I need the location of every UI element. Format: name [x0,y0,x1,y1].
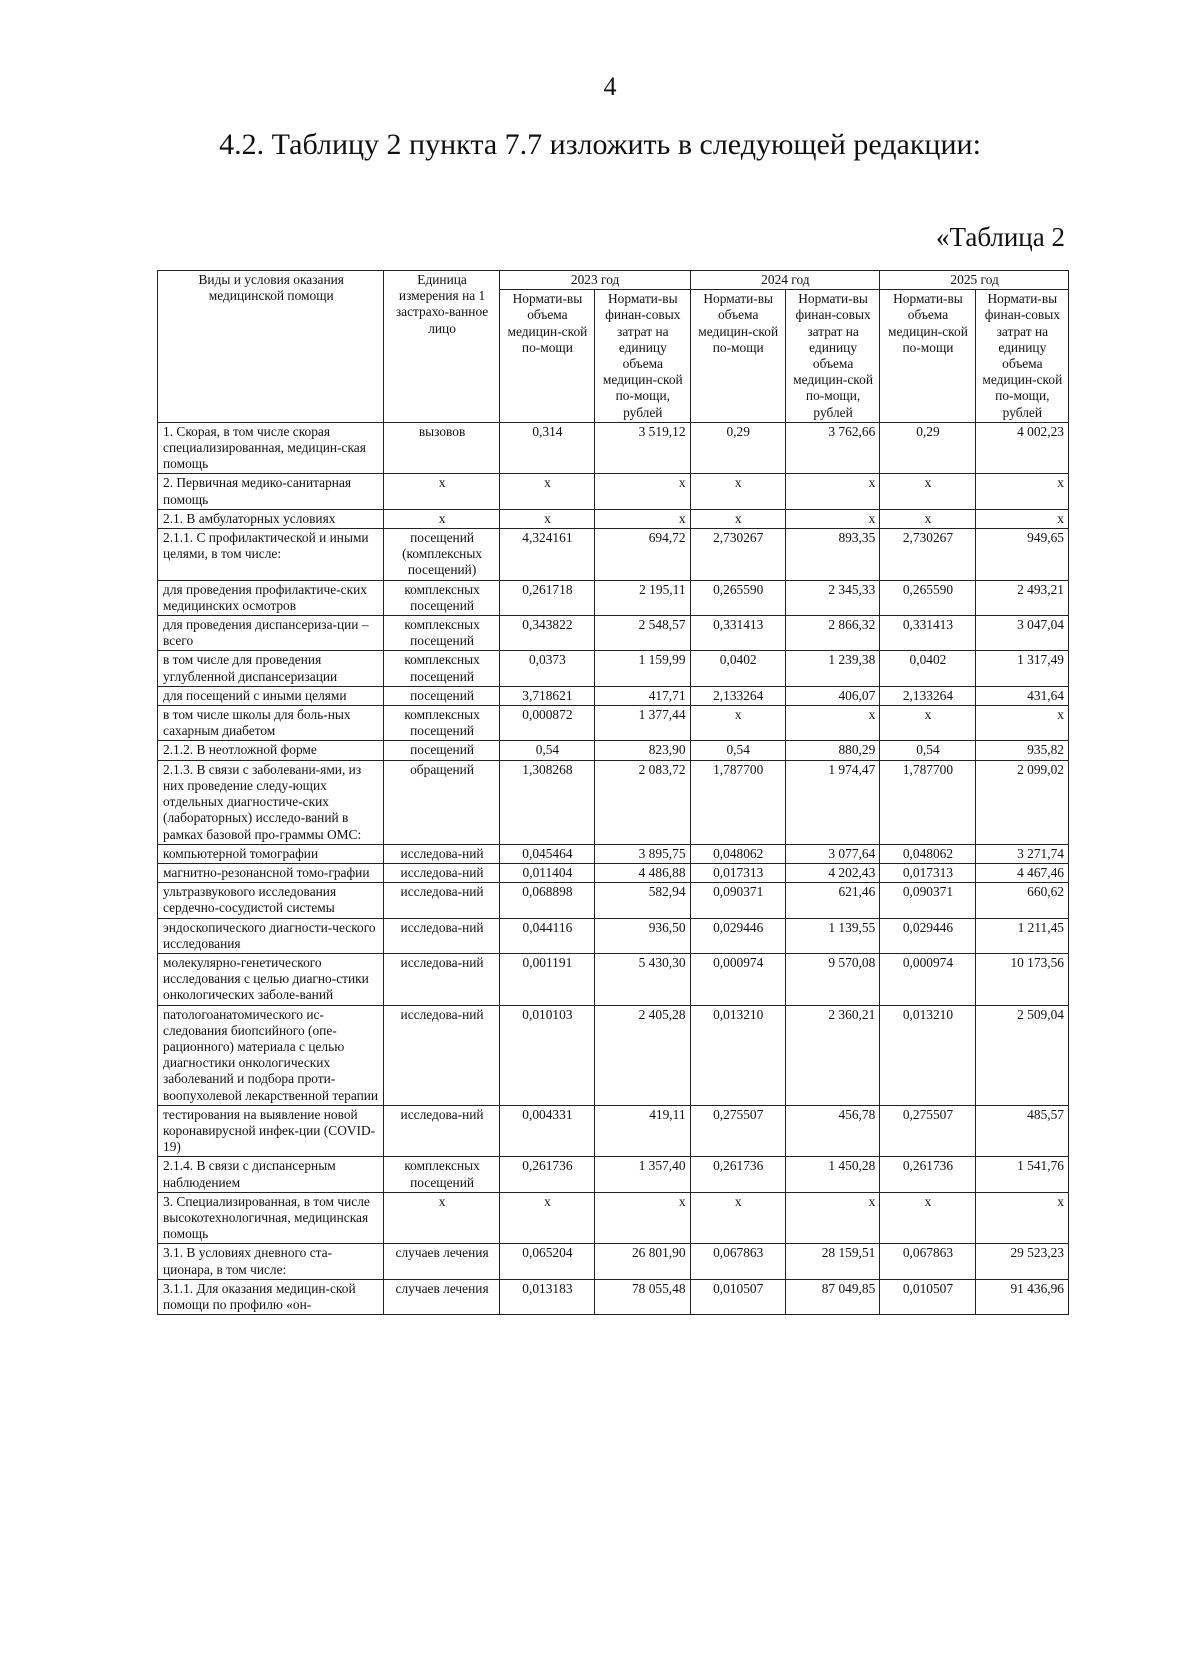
row-unit-cell: исследова-ний [384,1005,499,1105]
row-kind-cell: 3.1.1. Для оказания медицин-ской помощи по профилю «он- [158,1279,384,1314]
cost-norm-cell: 582,94 [595,883,690,918]
cost-norm-cell: x [975,706,1068,741]
table-body [158,422,1069,1314]
row-unit-cell: комплексных посещений [384,616,499,651]
volume-norm-header: Нормати-вы объема медицин-ской по-мощи [499,290,594,423]
cost-norm-cell: 2 405,28 [595,1005,690,1105]
table-row [158,1005,1069,1105]
row-kind-cell: магнитно-резонансной томо-графии [158,863,384,882]
row-unit-cell: исследова-ний [384,953,499,1005]
cost-norm-cell: 78 055,48 [595,1279,690,1314]
cost-norm-cell: x [785,474,879,509]
volume-norm-cell: x [499,474,594,509]
volume-norm-cell: 0,000872 [499,706,594,741]
cost-norm-cell: 431,64 [975,686,1068,705]
row-kind-cell: тестирования на выявление новой коронавирусной инфек-ции (COVID-19) [158,1105,384,1157]
table-row [158,844,1069,863]
volume-norm-cell: 0,090371 [880,883,975,918]
row-kind-cell: 3. Специализированная, в том числе высокотехнологичная, медицинская помощь [158,1192,384,1244]
volume-norm-cell: 0,013183 [499,1279,594,1314]
volume-norm-cell: 0,067863 [880,1244,975,1279]
cost-norm-cell: 5 430,30 [595,953,690,1005]
volume-norm-cell: 0,065204 [499,1244,594,1279]
volume-norm-cell: 0,261718 [499,580,594,615]
cost-norm-cell: 28 159,51 [785,1244,879,1279]
cost-norm-cell: 4 002,23 [975,422,1068,474]
volume-norm-cell: 0,261736 [690,1157,785,1192]
volume-norm-cell: 0,004331 [499,1105,594,1157]
row-unit-cell: вызовов [384,422,499,474]
cost-norm-cell: 936,50 [595,918,690,953]
volume-norm-cell: 0,54 [499,741,594,760]
row-kind-cell: для проведения диспансериза-ции – всего [158,616,384,651]
volume-norm-cell: 0,048062 [690,844,785,863]
row-unit-cell: x [384,509,499,528]
row-kind-cell: молекулярно-генетического исследования с целью диагно-стики онкологических заболе-ваний [158,953,384,1005]
cost-norm-cell: 1 541,76 [975,1157,1068,1192]
volume-norm-header: Нормати-вы объема медицин-ской по-мощи [690,290,785,423]
cost-norm-cell: 91 436,96 [975,1279,1068,1314]
cost-norm-cell: 1 450,28 [785,1157,879,1192]
cost-norm-cell: 1 974,47 [785,760,879,844]
volume-norm-cell: 0,54 [690,741,785,760]
table-row [158,953,1069,1005]
row-kind-cell: 1. Скорая, в том числе скорая специализированная, медицин-ская помощь [158,422,384,474]
cost-norm-cell: 4 467,46 [975,863,1068,882]
cost-norm-cell: 1 139,55 [785,918,879,953]
row-unit-cell: исследова-ний [384,918,499,953]
cost-norm-header: Нормати-вы финан-совых затрат на единицу объема медицин-ской по-мощи, рублей [975,290,1068,423]
volume-norm-cell: x [690,474,785,509]
row-unit-cell: случаев лечения [384,1279,499,1314]
volume-norm-cell: 0,275507 [880,1105,975,1157]
volume-norm-cell: 0,29 [690,422,785,474]
cost-norm-cell: 417,71 [595,686,690,705]
cost-norm-cell: 1 239,38 [785,651,879,686]
table-row [158,1105,1069,1157]
volume-norm-cell: x [499,1192,594,1244]
table-row [158,706,1069,741]
volume-norm-cell: 0,067863 [690,1244,785,1279]
volume-norm-cell: x [880,1192,975,1244]
volume-norm-cell: 0,011404 [499,863,594,882]
cost-norm-cell: x [975,509,1068,528]
row-unit-cell: комплексных посещений [384,706,499,741]
volume-norm-cell: 0,54 [880,741,975,760]
row-unit-cell: исследова-ний [384,883,499,918]
table-caption: «Таблица 2 [936,222,1065,252]
cost-norm-cell: x [785,509,879,528]
volume-norm-cell: 1,308268 [499,760,594,844]
table-row [158,651,1069,686]
table-row [158,1157,1069,1192]
cost-norm-cell: 3 519,12 [595,422,690,474]
table-row [158,1279,1069,1314]
row-kind-cell: для проведения профилактиче-ских медицинских осмотров [158,580,384,615]
cost-norm-header: Нормати-вы финан-совых затрат на единицу объема медицин-ской по-мощи, рублей [785,290,879,423]
table-row [158,509,1069,528]
row-unit-cell: исследова-ний [384,1105,499,1157]
cost-norm-cell: 2 099,02 [975,760,1068,844]
row-kind-cell: 2.1. В амбулаторных условиях [158,509,384,528]
cost-norm-cell: 935,82 [975,741,1068,760]
cost-norm-cell: 2 360,21 [785,1005,879,1105]
norms-table [157,270,1069,1315]
row-unit-cell: случаев лечения [384,1244,499,1279]
row-kind-cell: эндоскопического диагности-ческого исследования [158,918,384,953]
cost-norm-cell: 660,62 [975,883,1068,918]
volume-norm-cell: x [880,474,975,509]
cost-norm-cell: 26 801,90 [595,1244,690,1279]
row-kind-cell: 3.1. В условиях дневного ста-ционара, в том числе: [158,1244,384,1279]
volume-norm-cell: x [499,509,594,528]
volume-norm-cell: 0,261736 [499,1157,594,1192]
volume-norm-cell: 0,045464 [499,844,594,863]
volume-norm-cell: x [690,706,785,741]
volume-norm-cell: 0,343822 [499,616,594,651]
cost-norm-cell: 3 895,75 [595,844,690,863]
volume-norm-cell: 2,133264 [690,686,785,705]
cost-norm-cell: 2 866,32 [785,616,879,651]
volume-norm-cell: 0,314 [499,422,594,474]
year-header: 2024 год [690,271,880,290]
table-header-row [158,271,1069,290]
volume-norm-cell: 0,013210 [690,1005,785,1105]
cost-norm-header: Нормати-вы финан-совых затрат на единицу объема медицин-ской по-мощи, рублей [595,290,690,423]
cost-norm-cell: 2 345,33 [785,580,879,615]
year-header: 2025 год [880,271,1069,290]
table-row [158,883,1069,918]
table-row [158,741,1069,760]
volume-norm-cell: 0,000974 [690,953,785,1005]
row-kind-cell: 2.1.1. С профилактической и иными целями, в том числе: [158,529,384,581]
cost-norm-cell: 949,65 [975,529,1068,581]
cost-norm-cell: 2 083,72 [595,760,690,844]
table-row [158,474,1069,509]
cost-norm-cell: 9 570,08 [785,953,879,1005]
volume-norm-cell: x [880,706,975,741]
volume-norm-cell: 0,017313 [690,863,785,882]
cost-norm-cell: 1 159,99 [595,651,690,686]
table-row [158,580,1069,615]
cost-norm-cell: 3 077,64 [785,844,879,863]
cost-norm-cell: 3 762,66 [785,422,879,474]
volume-norm-cell: 0,331413 [690,616,785,651]
cost-norm-cell: 87 049,85 [785,1279,879,1314]
volume-norm-cell: 0,090371 [690,883,785,918]
row-unit-cell: исследова-ний [384,844,499,863]
volume-norm-cell: 0,0402 [880,651,975,686]
cost-norm-cell: x [975,1192,1068,1244]
row-unit-cell: x [384,1192,499,1244]
cost-norm-cell: 694,72 [595,529,690,581]
cost-norm-cell: x [785,706,879,741]
row-kind-cell: 2. Первичная медико-санитарная помощь [158,474,384,509]
volume-norm-cell: 0,010507 [690,1279,785,1314]
table-row [158,616,1069,651]
cost-norm-cell: x [975,474,1068,509]
volume-norm-cell: 0,265590 [880,580,975,615]
volume-norm-cell: 0,29 [880,422,975,474]
volume-norm-cell: 2,133264 [880,686,975,705]
row-kind-cell: в том числе для проведения углубленной диспансеризации [158,651,384,686]
volume-norm-cell: 2,730267 [880,529,975,581]
year-header: 2023 год [499,271,690,290]
row-unit-cell: комплексных посещений [384,580,499,615]
cost-norm-cell: 4 486,88 [595,863,690,882]
row-unit-cell: исследова-ний [384,863,499,882]
cost-norm-cell: 3 047,04 [975,616,1068,651]
volume-norm-cell: 0,0402 [690,651,785,686]
table-row [158,422,1069,474]
row-unit-cell: x [384,474,499,509]
volume-norm-cell: 0,068898 [499,883,594,918]
cost-norm-cell: 419,11 [595,1105,690,1157]
table-row [158,1244,1069,1279]
volume-norm-cell: 0,017313 [880,863,975,882]
volume-norm-cell: 0,331413 [880,616,975,651]
cost-norm-cell: x [785,1192,879,1244]
cost-norm-cell: 3 271,74 [975,844,1068,863]
volume-norm-cell: 0,261736 [880,1157,975,1192]
row-kind-cell: 2.1.3. В связи с заболевани-ями, из них проведение следу-ющих отдельных диагностиче-ских (лабораторных) исследо-ваний в рамках базовой про-граммы ОМС: [158,760,384,844]
row-kind-cell: компьютерной томографии [158,844,384,863]
col-kind-header: Виды и условия оказания медицинской помощи [158,271,384,423]
volume-norm-cell: 3,718621 [499,686,594,705]
volume-norm-cell: 0,029446 [880,918,975,953]
volume-norm-cell: 0,010103 [499,1005,594,1105]
cost-norm-cell: x [595,1192,690,1244]
table-row [158,863,1069,882]
volume-norm-cell: 2,730267 [690,529,785,581]
cost-norm-cell: 2 509,04 [975,1005,1068,1105]
row-kind-cell: патологоанатомического ис-следования биопсийного (опе-рационного) материала с целью диагностики онкологических заболеваний и подбора проти-воопухолевой лекарственной терапии [158,1005,384,1105]
volume-norm-cell: 0,010507 [880,1279,975,1314]
row-unit-cell: посещений (комплексных посещений) [384,529,499,581]
table-row [158,1192,1069,1244]
cost-norm-cell: 880,29 [785,741,879,760]
volume-norm-cell: 0,0373 [499,651,594,686]
row-unit-cell: посещений [384,741,499,760]
cost-norm-cell: 823,90 [595,741,690,760]
volume-norm-cell: 0,000974 [880,953,975,1005]
volume-norm-cell: 0,265590 [690,580,785,615]
table-row [158,918,1069,953]
cost-norm-cell: 893,35 [785,529,879,581]
volume-norm-cell: x [690,509,785,528]
volume-norm-cell: x [690,1192,785,1244]
cost-norm-cell: x [595,474,690,509]
cost-norm-cell: 1 317,49 [975,651,1068,686]
volume-norm-cell: 4,324161 [499,529,594,581]
cost-norm-cell: x [595,509,690,528]
cost-norm-cell: 1 377,44 [595,706,690,741]
row-kind-cell: в том числе школы для боль-ных сахарным диабетом [158,706,384,741]
row-unit-cell: обращений [384,760,499,844]
cost-norm-cell: 621,46 [785,883,879,918]
document-heading: 4.2. Таблицу 2 пункта 7.7 изложить в следующей редакции: [219,128,981,161]
table-row [158,686,1069,705]
cost-norm-cell: 29 523,23 [975,1244,1068,1279]
volume-norm-cell: 0,013210 [880,1005,975,1105]
volume-norm-cell: 0,029446 [690,918,785,953]
volume-norm-cell: 1,787700 [690,760,785,844]
row-unit-cell: комплексных посещений [384,651,499,686]
table-row [158,760,1069,844]
row-kind-cell: 2.1.2. В неотложной форме [158,741,384,760]
cost-norm-cell: 2 493,21 [975,580,1068,615]
table-row [158,529,1069,581]
col-unit-header: Единица измерения на 1 застрахо-ванное лицо [384,271,499,423]
row-unit-cell: комплексных посещений [384,1157,499,1192]
cost-norm-cell: 485,57 [975,1105,1068,1157]
cost-norm-cell: 4 202,43 [785,863,879,882]
cost-norm-cell: 406,07 [785,686,879,705]
volume-norm-cell: 1,787700 [880,760,975,844]
cost-norm-cell: 10 173,56 [975,953,1068,1005]
volume-norm-cell: x [880,509,975,528]
cost-norm-cell: 456,78 [785,1105,879,1157]
row-kind-cell: 2.1.4. В связи с диспансерным наблюдением [158,1157,384,1192]
cost-norm-cell: 1 357,40 [595,1157,690,1192]
cost-norm-cell: 1 211,45 [975,918,1068,953]
page-number: 4 [603,72,617,101]
cost-norm-cell: 2 195,11 [595,580,690,615]
volume-norm-cell: 0,048062 [880,844,975,863]
row-kind-cell: для посещений с иными целями [158,686,384,705]
row-kind-cell: ультразвукового исследования сердечно-сосудистой системы [158,883,384,918]
volume-norm-header: Нормати-вы объема медицин-ской по-мощи [880,290,975,423]
cost-norm-cell: 2 548,57 [595,616,690,651]
volume-norm-cell: 0,275507 [690,1105,785,1157]
row-unit-cell: посещений [384,686,499,705]
volume-norm-cell: 0,044116 [499,918,594,953]
volume-norm-cell: 0,001191 [499,953,594,1005]
